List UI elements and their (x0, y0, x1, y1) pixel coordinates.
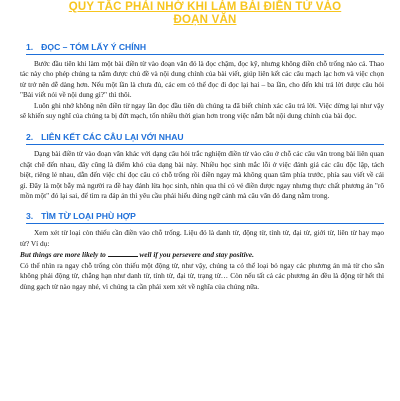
paragraph: Có thể nhìn ra ngay chỗ trống còn thiếu một động từ, như vậy, chúng ta có thể loại bỏ ngay các phương án mà từ cho sẵn không phải động từ, chẳng hạn như danh từ, tính từ, đại từ, trạng từ… Còn nếu tất cả các phương án đều là động từ hết thì dùng gạch từ nào ngay nhé, vì chúng ta cần phải xem xét về nghĩa của chúng nữa. (20, 260, 384, 291)
section-heading (26, 130, 390, 144)
example-text-after: well if you persevere and stay positive. (137, 250, 254, 260)
section-number: 3. (26, 211, 34, 222)
section-heading (26, 209, 390, 223)
heading-underline (26, 144, 384, 145)
heading-underline (26, 54, 384, 55)
section-title: LIÊN KẾT CÁC CÂU LẠI VỚI NHAU (41, 132, 184, 143)
section-2 (20, 130, 390, 201)
section-number: 1. (26, 42, 34, 52)
section-heading (26, 40, 390, 54)
paragraph: Xem xét từ loại còn thiếu cần điền vào chỗ trống. Liệu đó là danh từ, động từ, tính từ, đại từ, giới từ, liên từ hay mạo từ? Ví dụ: (20, 228, 384, 248)
section-title: ĐỌC – TÓM LẤY Ý CHÍNH (41, 42, 147, 52)
document-page (0, 1, 400, 401)
section-number: 2. (26, 132, 34, 143)
document-title (20, 1, 390, 27)
paragraph: Dạng bài điền từ vào đoạn văn khác với dạng câu hỏi trắc nghiệm điền từ vào câu ở chỗ các câu văn trong bài liên quan chặt chẽ đến nhau, đây cũng là điểm khó của dạng bài này. Nhiều học sinh mắc lỗi ở việc đánh giá các câu độc lập, tách biệt, riêng lẻ nhau, dẫn đến việc chỉ đọc câu có chỗ trống rồi điền ngay mà không quan tâm phía trước, phía sau viết về cái gì. Đây là một bẫy mà người ra đề hay đánh lừa học sinh, nhìn qua thì có vẻ điền được ngay nhưng thực chất phương án "rõ mồn một" đó lại sai, để tìm ra đáp án thì yêu cầu phải hiểu đúng ngữ cảnh mà câu văn đó đang nằm trong. (20, 149, 384, 201)
section-3 (20, 209, 390, 291)
paragraph: Luôn ghi nhớ không nên điền từ ngay lần đọc đầu tiên dù chúng ta đã biết chính xác câu trả lời. Việc dừng lại như vậy sẽ khiến suy nghĩ của chúng ta bị đứt mạch, tốn nhiều thời gian hơn trong việc nắm bắt nội dung chính của bài đọc. (20, 100, 384, 121)
section-title: TÌM TỪ LOẠI PHÙ HỢP (41, 211, 136, 222)
section-1 (20, 40, 390, 121)
title-line-2: ĐOẠN VĂN (173, 14, 237, 26)
example-sentence (20, 249, 390, 260)
paragraph: Bước đầu tiên khi làm một bài điền từ vào đoạn văn đó là đọc chậm, đọc kỹ, nhưng không điền chỗ trống nào cả. Thao tác này cho phép chúng ta nắm được chủ đề và nội dung chính của bài viết, giúp liên kết các câu mạch lạc hơn và việc chọn từ trở nên dễ dàng hơn. Nếu một lần là chưa đủ, các em có thể đọc đi đọc lại hai – ba lần, cho đến khi trả lời được câu hỏi "Bài viết nói về nội dung gì?" thì thôi. (20, 59, 384, 100)
example-text-before: But things are more likely to (20, 250, 108, 260)
title-line-1: QUY TẮC PHẢI NHỚ KHI LÀM BÀI ĐIỀN TỪ VÀO (68, 1, 342, 13)
heading-underline (26, 223, 384, 224)
answer-blank (108, 249, 138, 257)
